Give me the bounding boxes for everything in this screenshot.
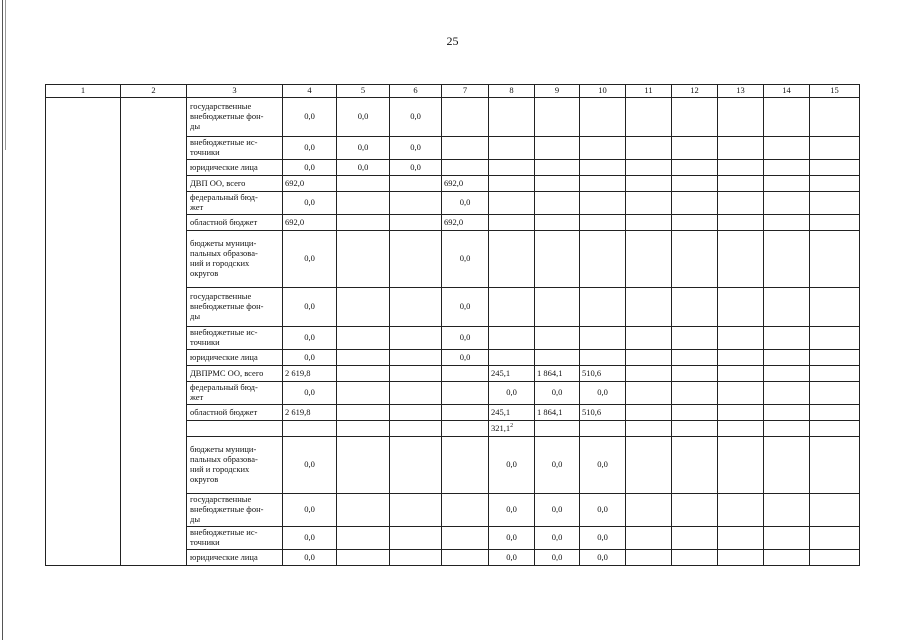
value-cell-c6 [390,494,442,527]
value-cell-c10: 0,0 [580,527,626,550]
value-cell-c15 [810,215,860,231]
value-cell-c14 [764,405,810,421]
value-cell-c8: 245,1 [489,366,535,382]
value-cell-c8: 0,0 [489,382,535,405]
row-label-line: юридические лица [190,161,258,172]
value-cell-c11 [626,137,672,160]
value-cell-c13 [718,494,764,527]
value-cell-c14 [764,350,810,366]
row-label-line: юридические лица [190,351,258,362]
row-label-line: ДВПРМС ОО, всего [190,367,264,378]
row-label-line: пальных образова- [190,248,258,259]
page-number: 25 [446,34,459,48]
value-cell-c6 [390,192,442,215]
value-cell-c10: 510,6 [580,405,626,421]
column-header: 10 [580,85,626,98]
value-cell-c8 [489,421,535,437]
value-cell-c5 [337,192,390,215]
value-cell-c11 [626,192,672,215]
value-cell-c9 [535,231,580,288]
value-cell-c4: 0,0 [283,192,337,215]
value-cell-c10: 0,0 [580,494,626,527]
value-cell-c13 [718,382,764,405]
column-header: 14 [764,85,810,98]
row-label [187,288,283,327]
row-label-line: государственные [190,291,252,302]
value-cell-c11 [626,421,672,437]
value-cell-c10 [580,421,626,437]
value-cell-c11 [626,215,672,231]
value-cell-c12 [672,327,718,350]
value-cell-c6: 0,0 [390,98,442,137]
row-label-line: округов [190,473,219,484]
value-cell-c9 [535,98,580,137]
value-cell-c13 [718,350,764,366]
budget-table [45,84,860,566]
value-cell-c7: 0,0 [442,327,489,350]
row-label [187,527,283,550]
value-cell-c13 [718,421,764,437]
value-cell-c12 [672,137,718,160]
value-cell-c7 [442,405,489,421]
value-cell-c11 [626,98,672,137]
value-cell-c10 [580,98,626,137]
value-cell-c9 [535,176,580,192]
value-cell-c4: 0,0 [283,231,337,288]
value-cell-c12 [672,550,718,566]
row-label-line: бюджеты муници- [190,238,257,249]
row-label [187,350,283,366]
row-label-line: юридические лица [190,551,258,562]
row-label [187,550,283,566]
value-cell-c6 [390,366,442,382]
value-cell-c15 [810,550,860,566]
value-cell-c5 [337,405,390,421]
value-cell-c5 [337,350,390,366]
row-label [187,382,283,405]
value-cell-c7 [442,421,489,437]
value-cell-c11 [626,382,672,405]
value-cell-c11 [626,350,672,366]
row-label [187,98,283,137]
value-cell-c11 [626,437,672,494]
value-cell-c4: 692,0 [283,215,337,231]
value-cell-c4: 0,0 [283,98,337,137]
col-2-cell [121,98,187,566]
value-cell-c8 [489,288,535,327]
row-label-line: федеральный бюд- [190,192,258,203]
column-header: 3 [187,85,283,98]
column-header: 6 [390,85,442,98]
value-cell-c9: 0,0 [535,527,580,550]
value-cell-c6 [390,176,442,192]
value-cell-c8: 0,0 [489,550,535,566]
row-label-line: ды [190,120,201,131]
value-cell-c13 [718,327,764,350]
value-cell-c14 [764,366,810,382]
value-cell-c6 [390,327,442,350]
value-cell-c14 [764,494,810,527]
value-cell-c4: 0,0 [283,527,337,550]
row-label [187,192,283,215]
value-cell-c7 [442,437,489,494]
column-header: 4 [283,85,337,98]
row-label [187,405,283,421]
value-cell-c4: 2 619,8 [283,366,337,382]
value-cell-c7 [442,527,489,550]
value-cell-c13 [718,366,764,382]
value-cell-c11 [626,288,672,327]
value-cell-c12 [672,437,718,494]
value-cell-c13 [718,288,764,327]
value-cell-c12 [672,288,718,327]
column-header: 15 [810,85,860,98]
value-cell-c12 [672,382,718,405]
value-cell-c4: 692,0 [283,176,337,192]
value-cell-c12 [672,405,718,421]
row-label [187,327,283,350]
value-cell-c9 [535,421,580,437]
value-cell-c9 [535,288,580,327]
value-cell-c11 [626,327,672,350]
value-cell-c7: 692,0 [442,176,489,192]
row-label-line: ды [190,513,201,524]
value-cell-c14 [764,176,810,192]
value-cell-c10 [580,160,626,176]
value-cell-c6: 0,0 [390,137,442,160]
left-margin-rule [2,0,3,640]
value-cell-c9 [535,327,580,350]
value-cell-c10 [580,215,626,231]
row-label-line: округов [190,267,219,278]
value-cell-c11 [626,527,672,550]
value-cell-c9: 0,0 [535,494,580,527]
value-cell-c8 [489,176,535,192]
value-cell-c10: 510,6 [580,366,626,382]
value-cell-c10 [580,350,626,366]
value-cell-c12 [672,192,718,215]
value-cell-c14 [764,550,810,566]
value-cell-c8: 0,0 [489,437,535,494]
row-label-line: ДВП ОО, всего [190,177,246,188]
value-cell-c7 [442,137,489,160]
value-cell-c6 [390,550,442,566]
row-label-line: точники [190,147,220,157]
value-cell-c15 [810,288,860,327]
value-cell-c5 [337,288,390,327]
row-label [187,215,283,231]
column-header: 12 [672,85,718,98]
value-cell-c6 [390,405,442,421]
value-cell-c11 [626,176,672,192]
value-cell-c7 [442,494,489,527]
value-cell-c11 [626,494,672,527]
value-cell-c7 [442,160,489,176]
value-cell-c13 [718,437,764,494]
value-cell-c4: 0,0 [283,137,337,160]
value-cell-c7: 0,0 [442,231,489,288]
value-cell-c14 [764,327,810,350]
value-cell-c12 [672,98,718,137]
row-label-line: внебюджетные ис- [190,137,258,148]
value-cell-c8: 0,0 [489,527,535,550]
value-cell-c9: 0,0 [535,437,580,494]
column-header: 7 [442,85,489,98]
row-label-line: жет [190,392,204,402]
value-cell-c4 [283,421,337,437]
value-cell-c14 [764,527,810,550]
column-header: 1 [46,85,121,98]
value-cell-c14 [764,160,810,176]
value-cell-c8 [489,327,535,350]
row-label [187,366,283,382]
value-cell-c6 [390,527,442,550]
value-cell-c9: 1 864,1 [535,405,580,421]
value-cell-c11 [626,366,672,382]
value-cell-c15 [810,405,860,421]
column-header: 5 [337,85,390,98]
value-cell-c9 [535,160,580,176]
value-cell-c13 [718,215,764,231]
value-cell-c14 [764,192,810,215]
value-cell-c15 [810,176,860,192]
value-cell-c5: 0,0 [337,137,390,160]
value-cell-c12 [672,231,718,288]
row-label-line: ний и городских [190,258,250,268]
value-cell-c6 [390,382,442,405]
value-cell-c5 [337,527,390,550]
row-label [187,176,283,192]
row-label-line: ды [190,310,201,321]
value-cell-c11 [626,405,672,421]
value-cell-c13 [718,550,764,566]
value-cell-c15 [810,137,860,160]
value-cell-c15 [810,421,860,437]
column-header: 8 [489,85,535,98]
value-cell-c7 [442,382,489,405]
value-cell-c15 [810,366,860,382]
value-cell-c15 [810,382,860,405]
value-cell-c5 [337,176,390,192]
footnote-marker: 2 [510,422,514,429]
value-cell-c15 [810,527,860,550]
value-cell-c7: 0,0 [442,192,489,215]
row-label-line: внебюджетные ис- [190,527,258,538]
value-cell-c5 [337,494,390,527]
value-cell-c15 [810,350,860,366]
value-cell-c6 [390,350,442,366]
row-label-line: областной бюджет [190,406,258,417]
value-cell-c8 [489,215,535,231]
value-cell-c6 [390,421,442,437]
value-cell-c4: 0,0 [283,160,337,176]
value-cell-c12 [672,366,718,382]
value-cell-c4: 0,0 [283,350,337,366]
row-label-line: внебюджетные фон- [190,111,264,122]
value-cell-c8: 245,1 [489,405,535,421]
value-cell-c10: 0,0 [580,550,626,566]
value-cell-c9 [535,137,580,160]
row-label [187,421,283,437]
value-cell-c4: 0,0 [283,550,337,566]
value-cell-c15 [810,192,860,215]
value-cell-c14 [764,382,810,405]
column-header: 2 [121,85,187,98]
value-cell-c7: 692,0 [442,215,489,231]
value-cell-c15 [810,437,860,494]
value-cell-c5 [337,231,390,288]
value-cell-c5 [337,421,390,437]
value-cell-c11 [626,160,672,176]
value-cell-c15 [810,327,860,350]
value-cell-c6 [390,437,442,494]
value-cell-c7: 0,0 [442,288,489,327]
value-cell-c8 [489,231,535,288]
value-cell-c10 [580,137,626,160]
value-cell-c10 [580,288,626,327]
row-label [187,160,283,176]
value-cell-c15 [810,494,860,527]
left-margin-rule-secondary [5,0,6,150]
table-row [46,98,860,137]
value-cell-c13 [718,160,764,176]
value-cell-c6: 0,0 [390,160,442,176]
col-1-cell [46,98,121,566]
value-cell-c8: 0,0 [489,494,535,527]
value-cell-c10 [580,327,626,350]
value-cell-c7 [442,550,489,566]
value-cell-c7 [442,366,489,382]
value-cell-c10 [580,176,626,192]
value-cell-c12 [672,421,718,437]
value-cell-c12 [672,160,718,176]
value-cell-c4: 0,0 [283,327,337,350]
value-cell-c9: 0,0 [535,382,580,405]
value-cell-c4: 0,0 [283,494,337,527]
value-cell-c15 [810,231,860,288]
value-cell-c10: 0,0 [580,437,626,494]
value-cell-c13 [718,176,764,192]
value-cell-c4: 0,0 [283,437,337,494]
row-label-line: внебюджетные фон- [190,504,264,515]
value-cell-c14 [764,137,810,160]
value-cell-c9 [535,350,580,366]
value-cell-c5 [337,366,390,382]
value-cell-c5 [337,550,390,566]
header-row [46,85,860,98]
value-cell-c9 [535,215,580,231]
row-label [187,137,283,160]
value-cell-c14 [764,215,810,231]
value-cell-c5 [337,382,390,405]
value-cell-c8 [489,98,535,137]
value-cell-c6 [390,215,442,231]
value-cell-c14 [764,98,810,137]
value-cell-c14 [764,288,810,327]
value-cell-c13 [718,231,764,288]
value-cell-c15 [810,160,860,176]
column-header: 9 [535,85,580,98]
value-cell-c4: 0,0 [283,382,337,405]
column-header: 13 [718,85,764,98]
row-label-line: внебюджетные фон- [190,301,264,312]
value-cell-c13 [718,137,764,160]
value-cell-c7: 0,0 [442,350,489,366]
row-label-line: федеральный бюд- [190,382,258,393]
row-label-line: ний и городских [190,464,250,474]
value-text: 321,1 [491,422,511,433]
value-cell-c9: 0,0 [535,550,580,566]
value-cell-c12 [672,527,718,550]
row-label [187,494,283,527]
value-cell-c13 [718,192,764,215]
value-cell-c15 [810,98,860,137]
row-label [187,231,283,288]
value-cell-c8 [489,350,535,366]
value-cell-c8 [489,160,535,176]
value-cell-c8 [489,137,535,160]
value-cell-c12 [672,215,718,231]
row-label-line: жет [190,202,204,212]
value-cell-c14 [764,231,810,288]
value-cell-c4: 0,0 [283,288,337,327]
value-cell-c12 [672,350,718,366]
value-cell-c9: 1 864,1 [535,366,580,382]
row-label-line: бюджеты муници- [190,444,257,455]
value-cell-c9 [535,192,580,215]
value-cell-c13 [718,98,764,137]
value-cell-c4: 2 619,8 [283,405,337,421]
row-label-line: государственные [190,494,252,505]
value-cell-c12 [672,494,718,527]
value-cell-c14 [764,421,810,437]
row-label [187,437,283,494]
row-label-line: государственные [190,101,252,112]
value-cell-c6 [390,288,442,327]
value-cell-c11 [626,550,672,566]
value-cell-c7 [442,98,489,137]
value-cell-c10: 0,0 [580,382,626,405]
value-cell-c8 [489,192,535,215]
row-label-line: областной бюджет [190,216,258,227]
value-cell-c5: 0,0 [337,160,390,176]
value-cell-c5 [337,327,390,350]
row-label-line: точники [190,337,220,347]
value-cell-c13 [718,527,764,550]
value-cell-c10 [580,192,626,215]
row-label-line: внебюджетные ис- [190,327,258,338]
value-cell-c11 [626,231,672,288]
row-label-line: точники [190,537,220,547]
value-cell-c6 [390,231,442,288]
value-cell-c13 [718,405,764,421]
value-cell-c12 [672,176,718,192]
row-label-line: пальных образова- [190,454,258,465]
column-header: 11 [626,85,672,98]
value-cell-c5 [337,215,390,231]
value-cell-c5: 0,0 [337,98,390,137]
value-cell-c14 [764,437,810,494]
value-cell-c5 [337,437,390,494]
value-cell-c10 [580,231,626,288]
